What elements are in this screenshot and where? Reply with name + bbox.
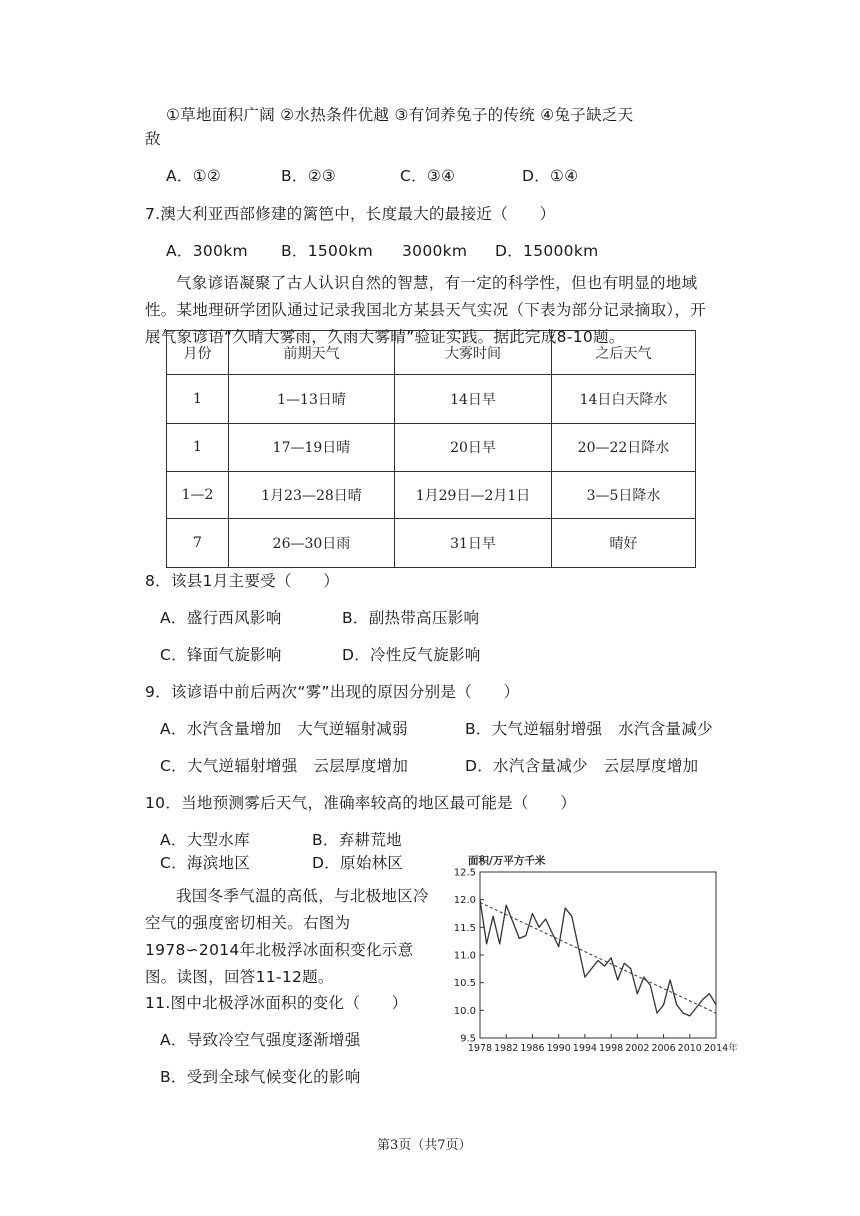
q7-option-b: B．1500km	[281, 242, 374, 260]
q11-stem: 11.图中北极浮冰面积的变化（ ）	[145, 994, 408, 1012]
q8-option-c: C．锋面气旋影响	[160, 646, 282, 664]
table-cell: 晴好	[552, 519, 696, 568]
table-cell: 1	[167, 424, 229, 472]
table-header-cell: 之后天气	[552, 331, 696, 375]
table-cell: 26—30日雨	[229, 519, 395, 568]
table-cell: 3—5日降水	[552, 471, 696, 519]
q8-option-d: D．冷性反气旋影响	[342, 646, 481, 664]
table-cell: 1月23—28日晴	[229, 471, 395, 519]
q6-option-d: D．①④	[522, 167, 579, 185]
x-tick-label: 1994	[572, 1043, 597, 1054]
table-row	[167, 375, 696, 424]
table-cell: 20日早	[395, 424, 552, 472]
table-cell: 14日早	[395, 375, 552, 424]
x-tick-label: 1986	[520, 1043, 545, 1054]
table-header-cell: 月份	[167, 331, 229, 375]
x-tick-label: 1982	[494, 1043, 519, 1054]
q9-option-c: C．大气逆辐射增强 云层厚度增加	[160, 757, 409, 775]
x-tick-label: 2014年	[704, 1043, 738, 1054]
q8-option-a: A．盛行西风影响	[160, 609, 282, 627]
q7-stem: 7.澳大利亚西部修建的篱笆中，长度最大的最接近（ ）	[145, 205, 556, 223]
arctic-ice-area-chart	[440, 850, 740, 1070]
q9-option-a: A．水汽含量增加 大气逆辐射减弱	[160, 720, 408, 738]
page-footer: 第3页（共7页）	[377, 1138, 472, 1153]
table-cell: 31日早	[395, 519, 552, 568]
table-cell: 1月29日—2月1日	[395, 471, 552, 519]
y-tick-label: 12.5	[453, 867, 476, 879]
q10-option-d: D．原始林区	[312, 854, 404, 872]
q10-option-b: B．弃耕荒地	[312, 831, 402, 849]
q10-option-a: A．大型水库	[160, 831, 250, 849]
chart-plot-frame	[480, 872, 716, 1038]
y-tick-label: 11.5	[453, 922, 476, 934]
q9-option-d: D．水汽含量减少 云层厚度增加	[465, 757, 699, 775]
table-cell: 17—19日晴	[229, 424, 395, 472]
x-tick-label: 2006	[651, 1043, 676, 1054]
table-cell: 1—13日晴	[229, 375, 395, 424]
q6-statements: ①草地面积广阔 ②水热条件优越 ③有饲养兔子的传统 ④兔子缺乏天	[166, 106, 634, 124]
table-row	[167, 471, 696, 519]
q7-option-d: D．15000km	[495, 242, 599, 260]
ice-area-series-line	[480, 900, 716, 1016]
q7-option-a: A．300km	[166, 242, 248, 260]
table-cell: 1	[167, 375, 229, 424]
q8-stem: 8．该县1月主要受（ ）	[145, 572, 340, 590]
intro-8-10: 气象谚语凝聚了古人认识自然的智慧，有一定的科学性，但也有明显的地域性。某地理研学团队通过记录我国北方某县天气实况（下表为部分记录摘取），开展气象谚语“久晴大雾雨，久雨大雾晴”验证实践。据此完成8-10题。	[145, 274, 707, 346]
x-tick-label: 2010	[677, 1043, 702, 1054]
q6-option-a: A．①②	[166, 167, 222, 185]
table-row	[167, 519, 696, 568]
q6-option-b: B．②③	[281, 167, 337, 185]
x-tick-label: 2002	[625, 1043, 650, 1054]
y-tick-label: 10.5	[453, 978, 476, 990]
table-row	[167, 424, 696, 472]
x-tick-label: 1998	[599, 1043, 624, 1054]
table-cell: 1—2	[167, 471, 229, 519]
intro-11-12: 我国冬季气温的高低，与北极地区冷空气的强度密切相关。右图为1978∽2014年北极浮冰面积变化示意图。读图，回答11-12题。	[145, 887, 429, 986]
table-cell: 7	[167, 519, 229, 568]
trend-line	[480, 902, 716, 1013]
q7-option-c: 3000km	[402, 242, 468, 260]
q9-stem: 9．该谚语中前后两次“雾”出现的原因分别是（ ）	[145, 683, 520, 701]
weather-record-table	[166, 330, 696, 568]
q11-option-b: B．受到全球气候变化的影响	[160, 1068, 361, 1086]
q11-option-a: A．导致冷空气强度逐渐增强	[160, 1031, 361, 1049]
table-header-cell: 大雾时间	[395, 331, 552, 375]
chart-ylabel: 面积/万平方千米	[468, 855, 546, 867]
y-tick-label: 9.5	[460, 1033, 476, 1045]
table-cell: 20—22日降水	[552, 424, 696, 472]
q6-option-c: C．③④	[400, 167, 456, 185]
table-header-row	[167, 331, 696, 375]
y-tick-label: 11.0	[453, 950, 476, 962]
y-tick-label: 12.0	[453, 895, 476, 907]
q10-option-c: C．海滨地区	[160, 854, 251, 872]
x-tick-label: 1978	[467, 1043, 493, 1054]
table-cell: 14日白天降水	[552, 375, 696, 424]
q9-option-b: B．大气逆辐射增强 水汽含量减少	[465, 720, 713, 738]
q10-stem: 10．当地预测雾后天气，准确率较高的地区最可能是（ ）	[145, 794, 577, 812]
q6-statements-cont: 敌	[145, 130, 161, 148]
table-header-cell: 前期天气	[229, 331, 395, 375]
x-tick-label: 1990	[546, 1043, 571, 1054]
y-tick-label: 10.0	[453, 1005, 476, 1017]
q8-option-b: B．副热带高压影响	[342, 609, 480, 627]
